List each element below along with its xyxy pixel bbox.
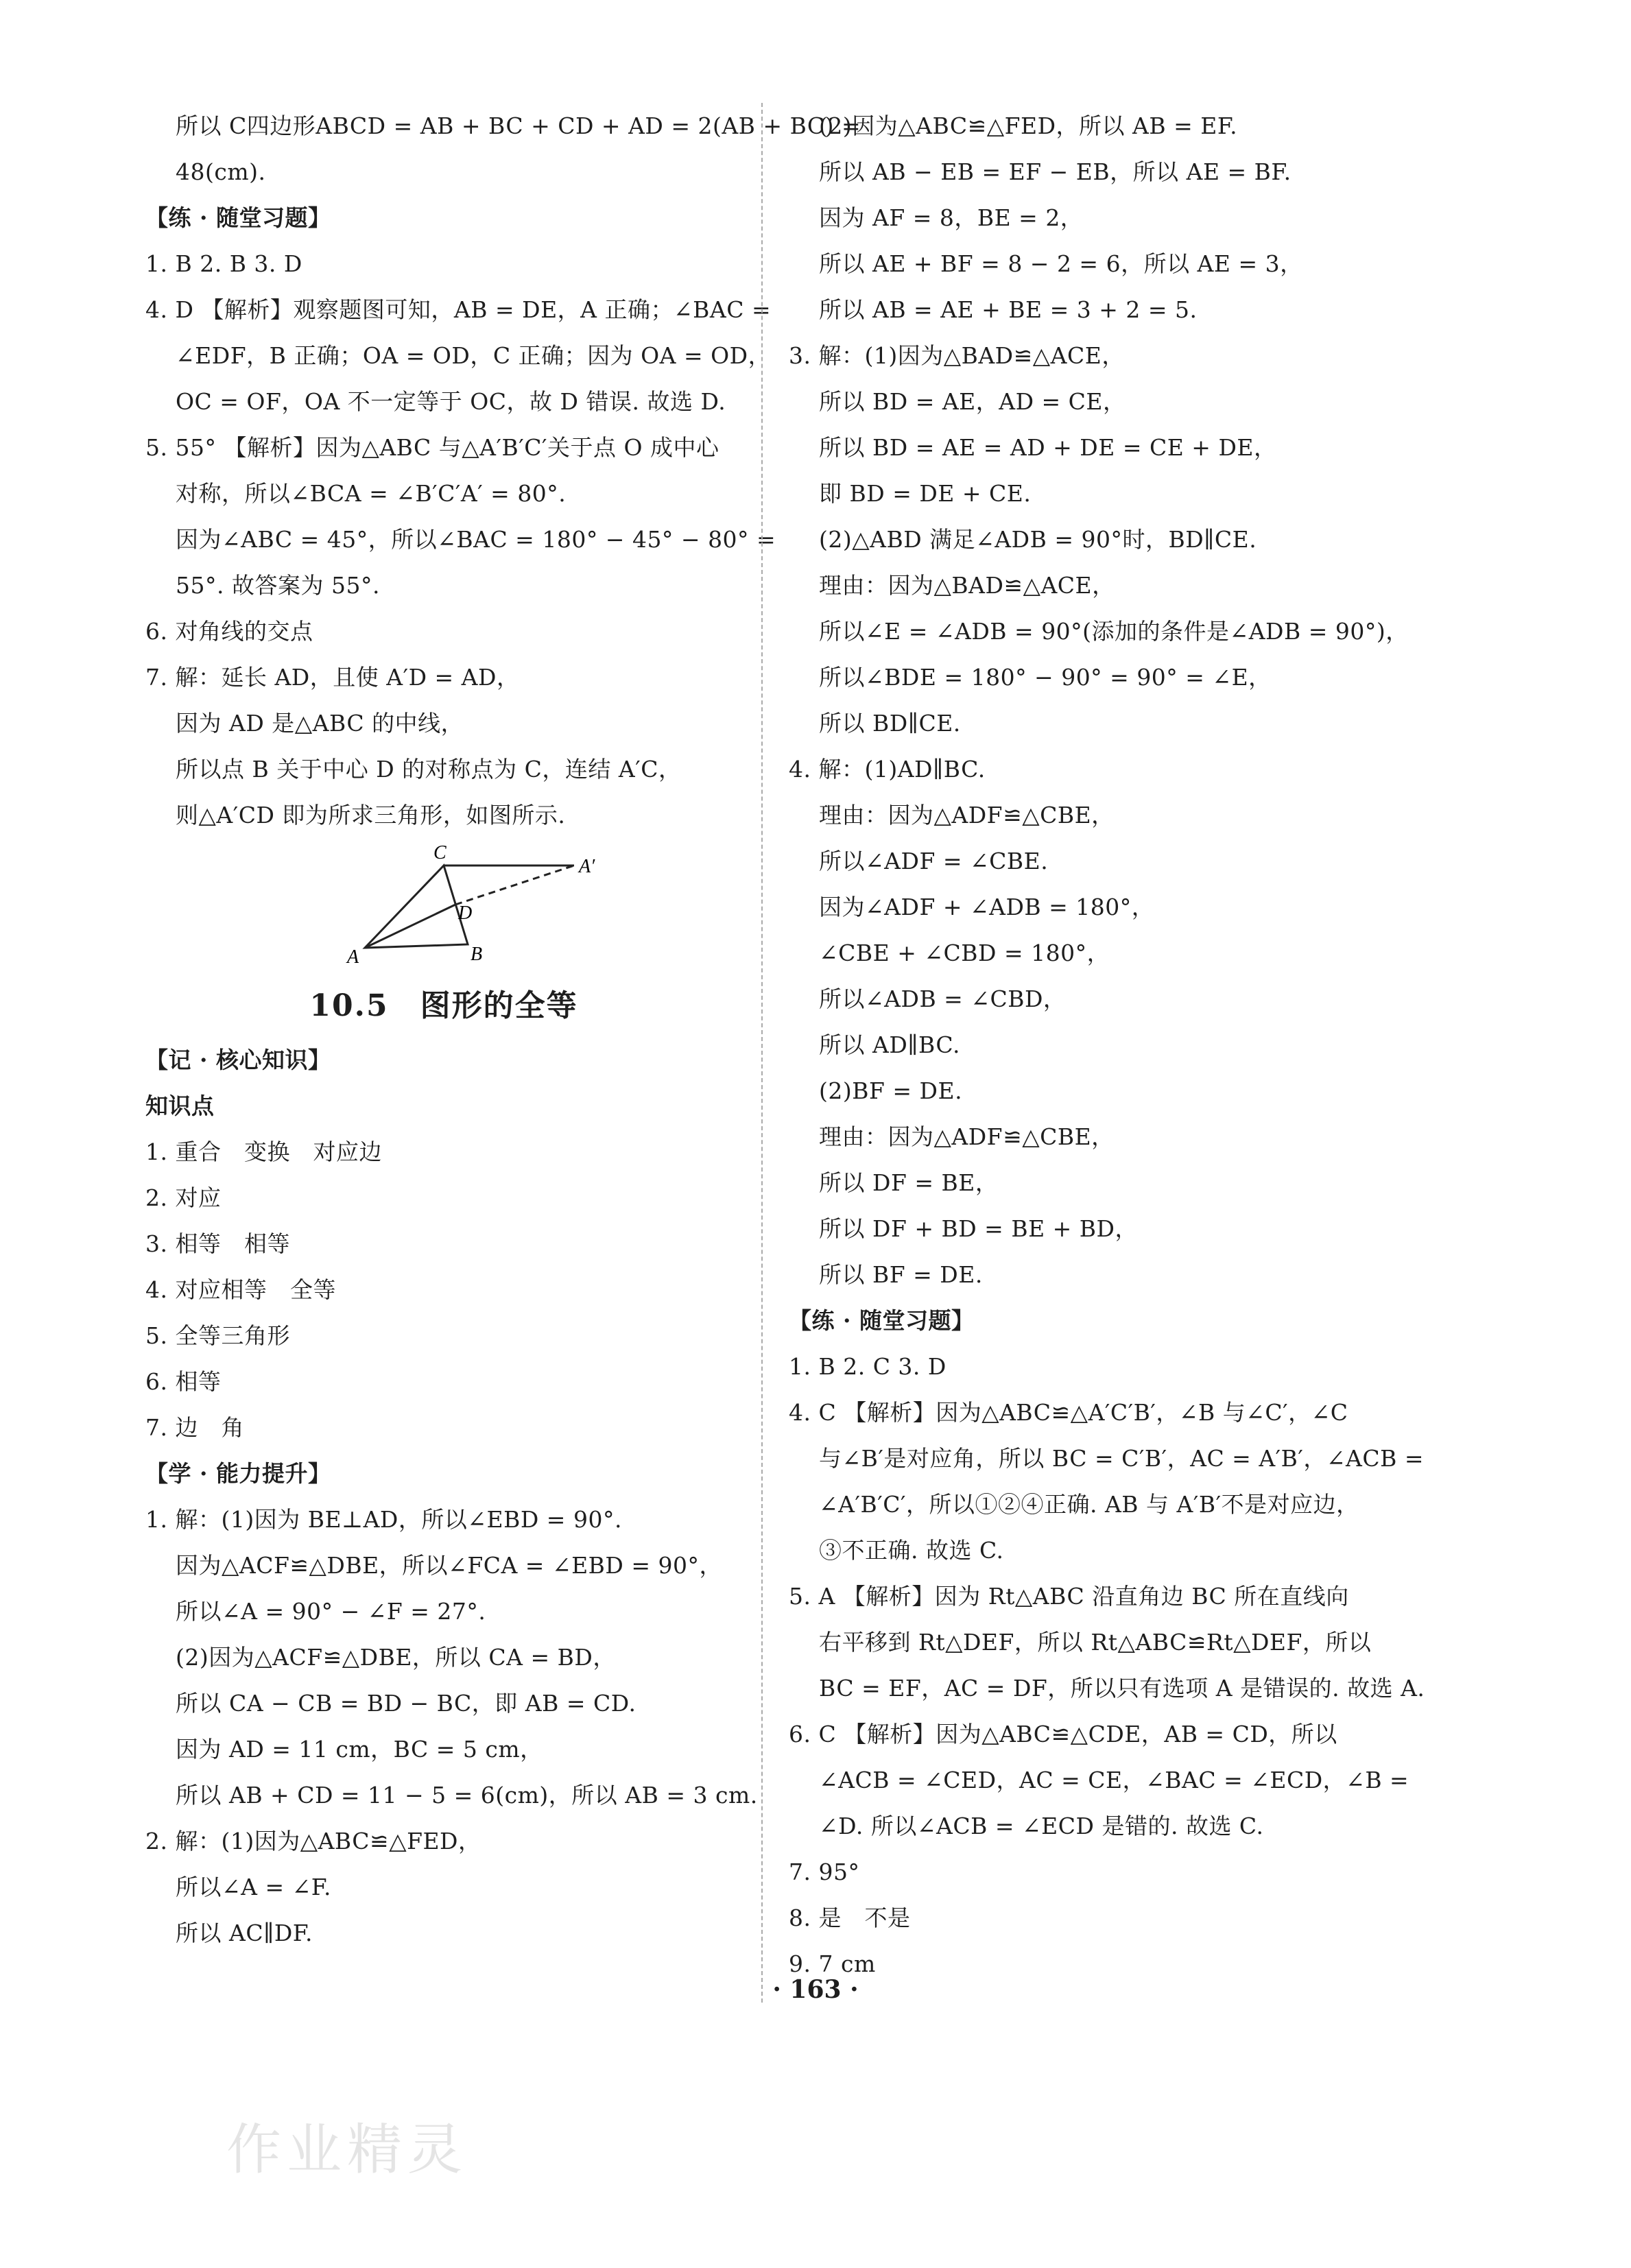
text-line: 7. 解：延长 AD，且使 A′D = AD， <box>145 664 520 691</box>
text-line: 6. 对角线的交点 <box>145 618 313 645</box>
label-C: C <box>433 842 447 863</box>
text-line: 1. B 2. B 3. D <box>145 250 302 277</box>
text-line: 所以点 B 关于中心 D 的对称点为 C，连结 A′C， <box>176 756 682 783</box>
text-line: 因为∠ADF + ∠ADB = 180°， <box>819 894 1155 920</box>
page-number: · 163 · <box>772 1975 859 2004</box>
text-line: 5. A 【解析】因为 Rt△ABC 沿直角边 BC 所在直线向 <box>789 1583 1349 1610</box>
text-line: 4. C 【解析】因为△ABC≌△A′C′B′，∠B 与∠C′，∠C <box>789 1399 1348 1426</box>
text-line: 4. D 【解析】观察题图可知，AB = DE，A 正确；∠BAC = <box>145 296 772 323</box>
text-line: 9. 7 cm <box>789 1950 876 1977</box>
text-line: 所以∠A = 90° − ∠F = 27°. <box>176 1598 486 1625</box>
section-heading: 【记 · 核心知识】 <box>145 1047 331 1073</box>
text-line: OC = OF，OA 不一定等于 OC，故 D 错误. 故选 D. <box>176 388 726 415</box>
text-line: 对称，所以∠BCA = ∠B′C′A′ = 80°. <box>176 480 567 507</box>
text-line: ③不正确. 故选 C. <box>819 1537 1004 1564</box>
text-line: BC = EF，AC = DF，所以只有选项 A 是错误的. 故选 A. <box>819 1675 1425 1702</box>
text-line: 所以∠A = ∠F. <box>176 1874 332 1900</box>
text-line: 理由：因为△ADF≌△CBE， <box>819 802 1115 828</box>
section-heading: 【练 · 随堂习题】 <box>145 204 331 231</box>
text-line: 7. 95° <box>789 1859 860 1885</box>
text-line: 所以 C四边形ABCD = AB + BC + CD + AD = 2(AB + BC) = <box>176 112 861 139</box>
text-line: 55°. 故答案为 55°. <box>176 572 380 599</box>
text-line: 所以 AB − EB = EF − EB，所以 AE = BF. <box>819 158 1291 185</box>
text-line: 因为 AF = 8，BE = 2， <box>819 204 1084 231</box>
text-line: 所以∠ADB = ∠CBD， <box>819 986 1067 1012</box>
label-A-prime: A′ <box>579 856 595 877</box>
section-heading: 【练 · 随堂习题】 <box>789 1307 975 1334</box>
text-line: 与∠B′是对应角，所以 BC = C′B′，AC = A′B′，∠ACB = <box>819 1445 1425 1472</box>
text-line: 3. 解：(1)因为△BAD≌△ACE， <box>789 342 1125 369</box>
text-line: 所以 DF + BD = BE + BD， <box>819 1215 1138 1242</box>
text-line: 7. 边 角 <box>145 1414 244 1441</box>
text-line: 因为 AD 是△ABC 的中线， <box>176 710 464 737</box>
section-heading: 【学 · 能力提升】 <box>145 1460 331 1487</box>
text-line: (2)因为△ABC≌△FED，所以 AB = EF. <box>819 112 1238 139</box>
text-line: 右平移到 Rt△DEF，所以 Rt△ABC≌Rt△DEF，所以 <box>819 1629 1372 1656</box>
text-line: 1. 重合 变换 对应边 <box>145 1138 382 1165</box>
text-line: 即 BD = DE + CE. <box>819 480 1032 507</box>
text-line: 4. 对应相等 全等 <box>145 1276 336 1303</box>
text-line: 所以 AC∥DF. <box>176 1920 313 1946</box>
text-line: 所以 BD∥CE. <box>819 710 961 737</box>
text-line: 48(cm). <box>176 158 266 185</box>
text-line: 所以 BD = AE，AD = CE， <box>819 388 1126 415</box>
section-heading: 知识点 <box>145 1093 215 1119</box>
text-line: 所以 BD = AE = AD + DE = CE + DE， <box>819 434 1277 461</box>
text-line: 6. C 【解析】因为△ABC≌△CDE，AB = CD，所以 <box>789 1721 1337 1747</box>
text-line: 5. 55° 【解析】因为△ABC 与△A′B′C′关于点 O 成中心 <box>145 434 719 461</box>
text-line: 2. 解：(1)因为△ABC≌△FED， <box>145 1828 481 1854</box>
text-line: 所以∠BDE = 180° − 90° = 90° = ∠E， <box>819 664 1272 691</box>
text-line: 所以 CA − CB = BD − BC，即 AB = CD. <box>176 1690 636 1717</box>
label-B: B <box>471 944 483 965</box>
text-line: ∠D. 所以∠ACB = ∠ECD 是错的. 故选 C. <box>819 1813 1264 1839</box>
text-line: (2)BF = DE. <box>819 1077 963 1104</box>
text-line: ∠ACB = ∠CED，AC = CE，∠BAC = ∠ECD，∠B = <box>819 1767 1409 1793</box>
text-line: (2)因为△ACF≌△DBE，所以 CA = BD， <box>176 1644 616 1671</box>
text-line: ∠CBE + ∠CBD = 180°， <box>819 940 1110 966</box>
text-line: 因为△ACF≌△DBE，所以∠FCA = ∠EBD = 90°， <box>176 1552 723 1579</box>
text-line: 理由：因为△BAD≌△ACE， <box>819 572 1115 599</box>
text-line: 所以 BF = DE. <box>819 1261 983 1288</box>
section-title: 10.5 图形的全等 <box>309 988 578 1023</box>
text-line: (2)△ABD 满足∠ADB = 90°时，BD∥CE. <box>819 526 1257 553</box>
text-line: 8. 是 不是 <box>789 1905 911 1931</box>
text-line: 所以 AD∥BC. <box>819 1031 960 1058</box>
triangle-diagram <box>337 838 626 975</box>
text-line: 因为∠ABC = 45°，所以∠BAC = 180° − 45° − 80° = <box>176 526 776 553</box>
watermark: 作业精灵 <box>226 2118 468 2182</box>
text-line: 2. 对应 <box>145 1184 222 1211</box>
label-D: D <box>458 903 473 924</box>
text-line: 所以 AB = AE + BE = 3 + 2 = 5. <box>819 296 1198 323</box>
text-line: 所以 AB + CD = 11 − 5 = 6(cm)，所以 AB = 3 cm. <box>176 1782 758 1809</box>
column-divider <box>761 103 763 2003</box>
text-line: ∠EDF，B 正确；OA = OD，C 正确；因为 OA = OD， <box>176 342 772 369</box>
text-line: 所以∠E = ∠ADB = 90°(添加的条件是∠ADB = 90°)， <box>819 618 1409 645</box>
text-line: ∠A′B′C′，所以①②④正确. AB 与 A′B′不是对应边， <box>819 1491 1359 1518</box>
text-line: 1. B 2. C 3. D <box>789 1353 947 1380</box>
text-line: 因为 AD = 11 cm，BC = 5 cm， <box>176 1736 543 1763</box>
text-line: 1. 解：(1)因为 BE⊥AD，所以∠EBD = 90°. <box>145 1506 622 1533</box>
text-line: 6. 相等 <box>145 1368 222 1395</box>
text-line: 3. 相等 相等 <box>145 1230 290 1257</box>
text-line: 所以 AE + BF = 8 − 2 = 6，所以 AE = 3， <box>819 250 1303 277</box>
text-line: 5. 全等三角形 <box>145 1322 290 1349</box>
right-column <box>789 103 1488 1987</box>
text-line: 则△A′CD 即为所求三角形，如图所示. <box>176 802 566 828</box>
text-line: 所以∠ADF = ∠CBE. <box>819 848 1049 874</box>
triangle-figure <box>145 838 742 975</box>
text-line: 4. 解：(1)AD∥BC. <box>789 756 986 783</box>
label-A: A <box>347 946 359 968</box>
text-line: 理由：因为△ADF≌△CBE， <box>819 1123 1115 1150</box>
text-line: 所以 DF = BE， <box>819 1169 999 1196</box>
